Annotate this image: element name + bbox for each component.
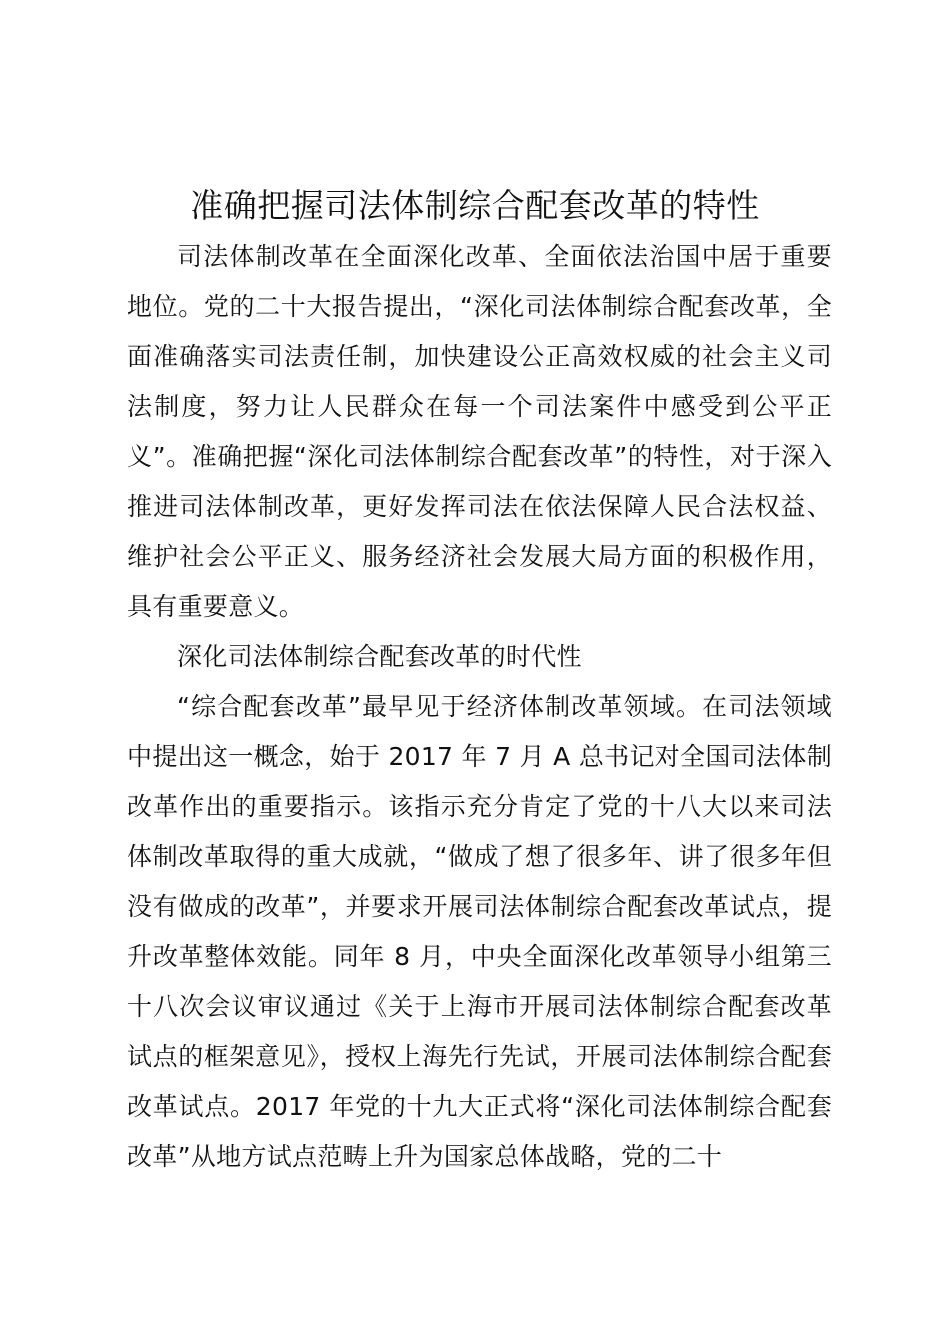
section-heading: 深化司法体制综合配套改革的时代性 [177,642,582,671]
document-body [127,232,832,1182]
paragraph-intro: 司法体制改革在全面深化改革、全面依法治国中居于重要地位。党的二十大报告提出，“深化司法体制综合配套改革，全面准确落实司法责任制，加快建设公正高效权威的社会主义司法制度，努力让人民群众在每一个司法案件中感受到公平正义”。准确把握“深化司法体制综合配套改革”的特性，对于深入推进司法体制改革，更好发挥司法在依法保障人民合法权益、维护社会公平正义、服务经济社会发展大局方面的积极作用，具有重要意义。 [127,242,832,621]
paragraph-section-body: “综合配套改革”最早见于经济体制改革领域。在司法领域中提出这一概念，始于 2017 年 7 月 A 总书记对全国司法体制改革作出的重要指示。该指示充分肯定了党的十八大以来司法体制改革取得的重大成就，“做成了想了很多年、讲了很多年但没有做成的改革”，并要求开展司法体制综合配套改革试点，提升改革整体效能。同年 8 月，中央全面深化改革领导小组第三十八次会议审议通过《关于上海市开展司法体制综合配套改革试点的框架意见》，授权上海先行先试，开展司法体制综合配套改革试点。2017 年党的十九大正式将“深化司法体制综合配套改革”从地方试点范畴上升为国家总体战略，党的二十 [127,692,832,1171]
document-title: 准确把握司法体制综合配套改革的特性 [190,186,760,225]
